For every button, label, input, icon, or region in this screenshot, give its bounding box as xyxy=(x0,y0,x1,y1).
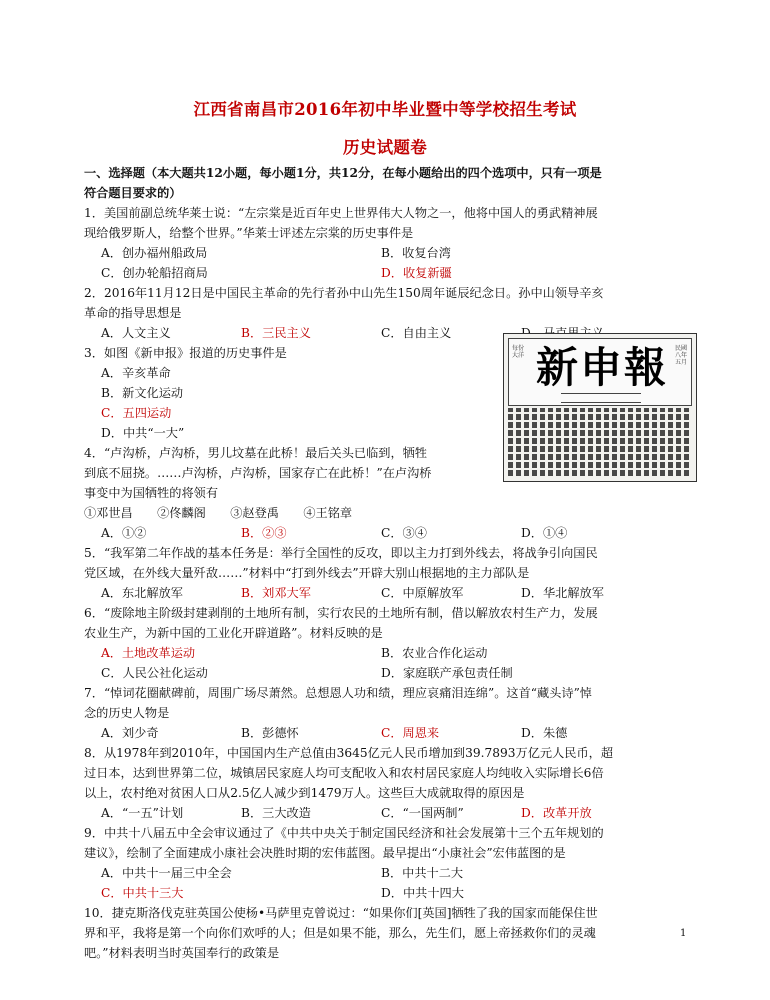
q4-option-a: A．①② xyxy=(101,526,147,540)
q3-option-a: A．辛亥革命 xyxy=(101,366,171,380)
q4-option-d: D．①④ xyxy=(521,526,568,540)
q6-options-row1 xyxy=(84,643,694,663)
q7-option-a: A．刘少奇 xyxy=(101,726,159,740)
q4-options xyxy=(84,523,694,543)
q2-option-a: A．人文主义 xyxy=(101,326,171,340)
question-content xyxy=(84,163,694,963)
q3-option-b: B．新文化运动 xyxy=(101,386,184,400)
q8-option-b: B．三大改造 xyxy=(241,806,311,820)
q9-option-b: B．中共十二大 xyxy=(381,866,464,880)
q1-stem-cont: 现给俄罗斯人，给整个世界。”华莱士评述左宗棠的历史事件是 xyxy=(84,226,414,240)
q3-option-d: D．中共“一大” xyxy=(101,426,185,440)
q7-option-d: D．朱德 xyxy=(521,726,568,740)
q5-option-a: A．东北解放军 xyxy=(101,586,183,600)
q6-option-a-answer: A．土地改革运动 xyxy=(101,646,196,660)
q6-option-b: B．农业合作化运动 xyxy=(381,646,488,660)
q6-stem: 6．“废除地主阶级封建剥削的土地所有制，实行农民的土地所有制，借以解放农村生产力，发展 xyxy=(84,606,598,620)
q1-option-c: C．创办轮船招商局 xyxy=(101,266,208,280)
q1-options-row1 xyxy=(84,243,694,263)
q1-option-a: A．创办福州船政局 xyxy=(101,246,208,260)
q10-stem: 10．捷克斯洛伐克驻英国公使杨•马萨里克曾说过：“如果你们[英国]牺牲了我的国家而能保住世 xyxy=(84,906,598,920)
q8-options xyxy=(84,803,694,823)
q2-option-b-answer: B．三民主义 xyxy=(241,326,311,340)
q5-option-c: C．中原解放军 xyxy=(381,586,464,600)
newspaper-subtitle-rule xyxy=(561,393,641,403)
q9-option-d: D．中共十四大 xyxy=(381,886,464,900)
page-number: 1 xyxy=(680,928,687,939)
q4-stem-cont: 到底不屈挠。……卢沟桥，卢沟桥，国家存亡在此桥！”在卢沟桥 xyxy=(84,466,432,480)
q2-stem-cont: 革命的指导思想是 xyxy=(84,306,182,320)
q8-stem: 8．从1978年到2010年，中国国内生产总值由3645亿元人民币增加到39.7893万亿元人民币，超 xyxy=(84,746,614,760)
q1-stem: 1．美国前副总统华莱士说：“左宗棠是近百年史上世界伟大人物之一，他将中国人的勇武精神展 xyxy=(84,206,598,220)
q5-stem-cont: 党区域，在外线大量歼敌……”材料中“打到外线去”开辟大别山根据地的主力部队是 xyxy=(84,566,530,580)
q1-option-b: B．收复台湾 xyxy=(381,246,451,260)
q5-option-d: D．华北解放军 xyxy=(521,586,604,600)
q4-stem-cont2: 事变中为国牺牲的将领有 xyxy=(84,486,219,500)
q10-stem-cont2: 吧。”材料表明当时英国奉行的政策是 xyxy=(84,946,280,960)
q7-option-c-answer: C．周恩来 xyxy=(381,726,440,740)
q6-option-c: C．人民公社化运动 xyxy=(101,666,208,680)
newspaper-title: 新申報 xyxy=(535,343,668,392)
q3-stem: 3．如图《新申报》报道的历史事件是 xyxy=(84,346,287,360)
q7-stem: 7．“悼词花圈献碑前，周围广场尽萧然。总想恩人功和绩，理应哀痛泪连绵”。这首“藏头诗”悼 xyxy=(84,686,592,700)
q6-options-row2 xyxy=(84,663,694,683)
q4-option-b-answer: B．②③ xyxy=(241,526,287,540)
q2-stem: 2．2016年11月12日是中国民主革命的先行者孙中山先生150周年诞辰纪念日。孙中山领导辛亥 xyxy=(84,286,604,300)
q1-options-row2 xyxy=(84,263,694,283)
q7-stem-cont: 念的历史人物是 xyxy=(84,706,170,720)
q9-options-row1 xyxy=(84,863,694,883)
q4-items: ①邓世昌 ②佟麟阁 ③赵登禹 ④王铭章 xyxy=(84,506,353,520)
q9-stem: 9．中共十八届五中全会审议通过了《中共中央关于制定国民经济和社会发展第十三个五年规划的 xyxy=(84,826,604,840)
q4-stem: 4．“卢沟桥，卢沟桥，男儿坟墓在此桥！最后关头已临到，牺牲 xyxy=(84,446,428,460)
q5-options xyxy=(84,583,694,603)
q10-stem-cont: 界和平，我将是第一个向你们欢呼的人；但是如果不能，那么，先生们，愿上帝拯救你们的灵魂 xyxy=(84,926,596,940)
q8-option-d-answer: D．改革开放 xyxy=(521,806,592,820)
q9-stem-cont: 建议》，绘制了全面建成小康社会决胜时期的宏伟蓝图。最早提出“小康社会”宏伟蓝图的是 xyxy=(84,846,566,860)
newspaper-body-texture xyxy=(508,408,690,476)
q7-options xyxy=(84,723,694,743)
section-heading: 一、选择题（本大题共12小题，每小题1分，共12分，在每小题给出的四个选项中，只有一项是 xyxy=(84,166,602,180)
q5-option-b-answer: B．刘邓大军 xyxy=(241,586,311,600)
newspaper-masthead xyxy=(508,338,692,406)
exam-title: 江西省南昌市2016年初中毕业暨中等学校招生考试 xyxy=(193,100,577,119)
newspaper-image xyxy=(503,333,697,482)
q8-stem-cont2: 以上，农村绝对贫困人口从2.5亿人减少到1479万人。这些巨大成就取得的原因是 xyxy=(84,786,525,800)
q3-option-c-answer: C．五四运动 xyxy=(101,406,172,420)
q8-stem-cont: 过日本，达到世界第二位，城镇居民家庭人均可支配收入和农村居民家庭人均纯收入实际增长6倍 xyxy=(84,766,604,780)
q8-option-a: A．“一五”计划 xyxy=(101,806,184,820)
q9-option-a: A．中共十一届三中全会 xyxy=(101,866,232,880)
exam-subtitle: 历史试题卷 xyxy=(343,138,427,157)
section-heading-cont: 符合题目要求的） xyxy=(84,186,182,200)
q9-options-row2 xyxy=(84,883,694,903)
q5-stem: 5．“我军第二年作战的基本任务是：举行全国性的反攻，即以主力打到外线去，将战争引向国民 xyxy=(84,546,598,560)
newspaper-left-column: 每份大洋 xyxy=(512,345,525,359)
newspaper-right-column: 民國八年五月 xyxy=(675,345,688,366)
q7-option-b: B．彭德怀 xyxy=(241,726,299,740)
q6-stem-cont: 农业生产，为新中国的工业化开辟道路”。材料反映的是 xyxy=(84,626,383,640)
q1-option-d-answer: D．收复新疆 xyxy=(381,266,452,280)
q8-option-c: C．“一国两制” xyxy=(381,806,464,820)
q6-option-d: D．家庭联产承包责任制 xyxy=(381,666,513,680)
q9-option-c-answer: C．中共十三大 xyxy=(101,886,184,900)
q4-option-c: C．③④ xyxy=(381,526,427,540)
q2-option-c: C．自由主义 xyxy=(381,326,452,340)
